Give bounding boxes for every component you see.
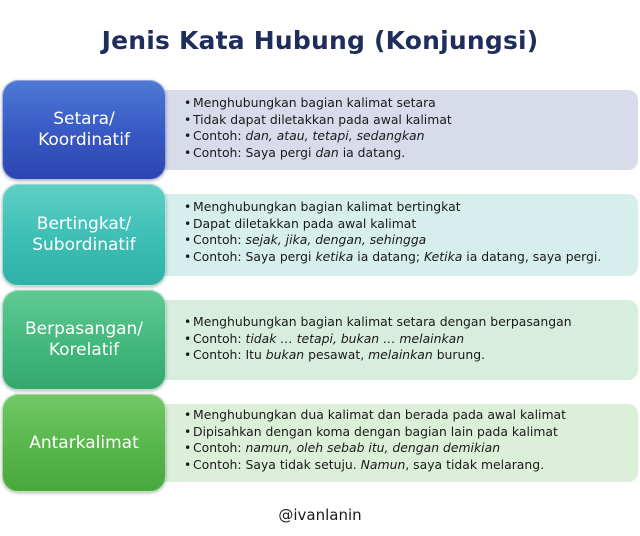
author-credit: @ivanlanin <box>278 506 362 524</box>
category-row-antarkalimat <box>2 394 638 492</box>
category-row-bertingkat <box>2 184 638 286</box>
list-item <box>184 424 630 441</box>
point-text: Menghubungkan bagian kalimat setara <box>193 95 436 110</box>
example-term: dan <box>315 144 339 160</box>
list-item <box>184 199 630 216</box>
list-item <box>184 347 630 364</box>
point-text: Dipisahkan dengan koma dengan bagian lain pada kalimat <box>193 423 558 439</box>
category-label-line: Subordinatif <box>32 235 136 255</box>
list-item <box>184 216 630 233</box>
category-points-list <box>184 199 630 265</box>
category-row-setara <box>2 80 638 180</box>
point-text: burung. <box>432 347 486 363</box>
list-item <box>184 232 630 249</box>
category-row-berpasangan <box>2 290 638 390</box>
list-item <box>184 128 630 145</box>
list-item <box>184 331 630 348</box>
category-points-list <box>184 314 630 364</box>
point-text: ia datang; <box>353 248 424 264</box>
list-item <box>184 457 630 474</box>
category-label-bertingkat <box>2 184 166 286</box>
category-label-line: Koordinatif <box>38 130 130 150</box>
category-label-antarkalimat <box>2 394 166 492</box>
category-label-setara <box>2 80 166 180</box>
point-text: pesawat, <box>304 347 369 363</box>
point-text: Contoh: <box>193 330 246 346</box>
point-text: Contoh: <box>193 440 246 456</box>
point-text: Menghubungkan dua kalimat dan berada pada awal kalimat <box>193 407 566 422</box>
list-item <box>184 112 630 129</box>
example-term: Namun <box>360 456 406 472</box>
point-text: Contoh: Saya pergi <box>193 144 316 160</box>
category-label-line: Setara/ <box>53 109 115 129</box>
category-points-list <box>184 407 630 473</box>
point-text: , saya tidak melarang. <box>405 456 545 472</box>
point-text: Menghubungkan bagian kalimat bertingkat <box>193 199 461 214</box>
category-description-panel <box>152 404 638 482</box>
example-term: ketika <box>315 248 354 264</box>
example-term: namun, oleh sebab itu, dengan demikian <box>245 440 501 456</box>
category-label-berpasangan <box>2 290 166 390</box>
point-text: ia datang, saya pergi. <box>462 248 602 264</box>
category-points-list <box>184 95 630 161</box>
list-item <box>184 249 630 266</box>
point-text: Menghubungkan bagian kalimat setara dengan berpasangan <box>193 314 572 329</box>
list-item <box>184 314 630 331</box>
point-text: ia datang. <box>338 144 406 160</box>
category-label-line: Antarkalimat <box>29 432 139 453</box>
point-text: Contoh: <box>193 128 246 144</box>
list-item <box>184 407 630 424</box>
category-description-panel <box>152 90 638 170</box>
example-term: Ketika <box>423 248 463 264</box>
category-label-line: Bertingkat/ <box>36 214 132 234</box>
category-description-panel <box>152 300 638 380</box>
example-term: bukan <box>265 347 305 363</box>
point-text: Contoh: <box>193 232 246 248</box>
example-term: sejak, jika, dengan, sehingga <box>245 232 427 248</box>
category-label-line: Berpasangan/ <box>24 319 144 339</box>
point-text: Contoh: Itu <box>193 347 266 363</box>
example-term: tidak … tetapi, bukan … melainkan <box>245 330 465 346</box>
example-term: dan, atau, tetapi, sedangkan <box>245 128 425 144</box>
category-label-line: Korelatif <box>48 340 120 360</box>
example-term: melainkan <box>368 347 433 363</box>
list-item <box>184 95 630 112</box>
page-title: Jenis Kata Hubung (Konjungsi) <box>101 26 539 55</box>
point-text: Tidak dapat diletakkan pada awal kalimat <box>193 111 452 127</box>
category-description-panel <box>152 194 638 276</box>
list-item <box>184 145 630 162</box>
point-text: Contoh: Saya tidak setuju. <box>193 456 361 472</box>
list-item <box>184 440 630 457</box>
point-text: Contoh: Saya pergi <box>193 248 316 264</box>
point-text: Dapat diletakkan pada awal kalimat <box>193 215 417 231</box>
